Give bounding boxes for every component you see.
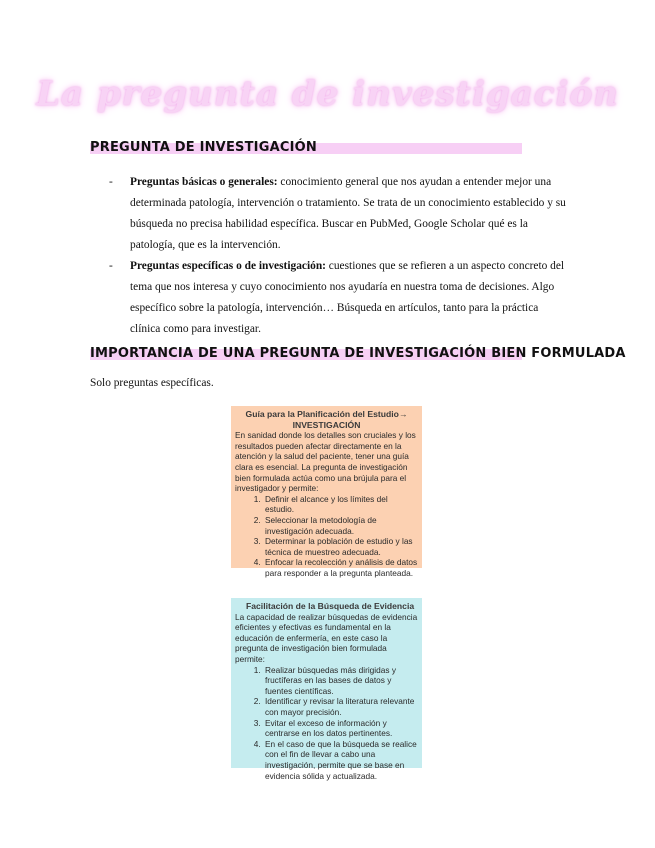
- card-intro: En sanidad donde los detalles son cruciales y los resultados pueden afectar directamente en la atención y la salud del paciente, tener una guía clara es esencial. La pregunta de investigación bien formulada actúa como una brújula para el investigador y permite:: [235, 430, 416, 494]
- section-heading-pregunta: PREGUNTA DE INVESTIGACIÓN: [90, 140, 317, 155]
- list-item: 1. Realizar búsquedas más dirigidas y fructíferas en las bases de datos y fuentes científicas.: [263, 665, 418, 697]
- bullet-text: conocimiento general que nos ayudan a entender mejor una determinada patología, intervención o tratamiento. Se trata de un conocimiento establecido y su búsqueda no precisa habilidad específica. Buscar en PubMed, Google Scholar qué es la patología, que es la intervención.: [130, 176, 566, 251]
- list-item: 4. En el caso de que la búsqueda se realice con el fin de llevar a cabo una investigación, permite que se base en evidencia sólida y actualizada.: [263, 739, 418, 781]
- evidence-search-card: [231, 598, 422, 781]
- page-title: La pregunta de investigación: [36, 74, 619, 114]
- bullet-text: cuestiones que se refieren a un aspecto concreto del tema que nos interesa y cuyo conocimiento nos ayudaría en nuestra toma de decisiones. Algo específico sobre la patología, intervención… Búsqueda en artículos, tanto para la práctica clínica como para investigar.: [130, 260, 565, 335]
- card-title: Guía para la Planificación del Estudio→ INVESTIGACIÓN: [245, 409, 408, 430]
- section-heading-importancia: IMPORTANCIA DE UNA PREGUNTA DE INVESTIGACIÓN BIEN FORMULADA: [90, 346, 626, 361]
- bullet-dash: -: [109, 176, 113, 188]
- bullet-list: [109, 172, 569, 340]
- card-list: [235, 665, 418, 782]
- list-item: 3. Evitar el exceso de información y centrarse en los datos pertinentes.: [263, 718, 418, 739]
- list-item: [109, 256, 569, 340]
- list-item: 3. Determinar la población de estudio y las técnica de muestreo adecuada.: [263, 536, 418, 557]
- bullet-term: Preguntas básicas o generales:: [130, 176, 278, 188]
- body-text: Solo preguntas específicas.: [90, 377, 214, 389]
- list-item: 1. Definir el alcance y los límites del estudio.: [263, 494, 418, 515]
- card-title: Facilitación de la Búsqueda de Evidencia: [246, 601, 415, 611]
- list-item: 4. Enfocar la recolección y análisis de datos para responder a la pregunta planteada.: [263, 557, 418, 578]
- card-intro: La capacidad de realizar búsquedas de evidencia eficientes y efectivas es fundamental en la educación de enfermería, en este caso la pregunta de investigación bien formulada permite:: [235, 611, 418, 664]
- card-list: [235, 494, 418, 579]
- bullet-term: Preguntas específicas o de investigación:: [130, 260, 326, 272]
- list-item: 2. Identificar y revisar la literatura relevante con mayor precisión.: [263, 696, 418, 717]
- bullet-dash: -: [109, 260, 113, 272]
- list-item: 2. Seleccionar la metodología de investigación adecuada.: [263, 515, 418, 536]
- planning-guide-card: [231, 406, 422, 578]
- list-item: [109, 172, 569, 256]
